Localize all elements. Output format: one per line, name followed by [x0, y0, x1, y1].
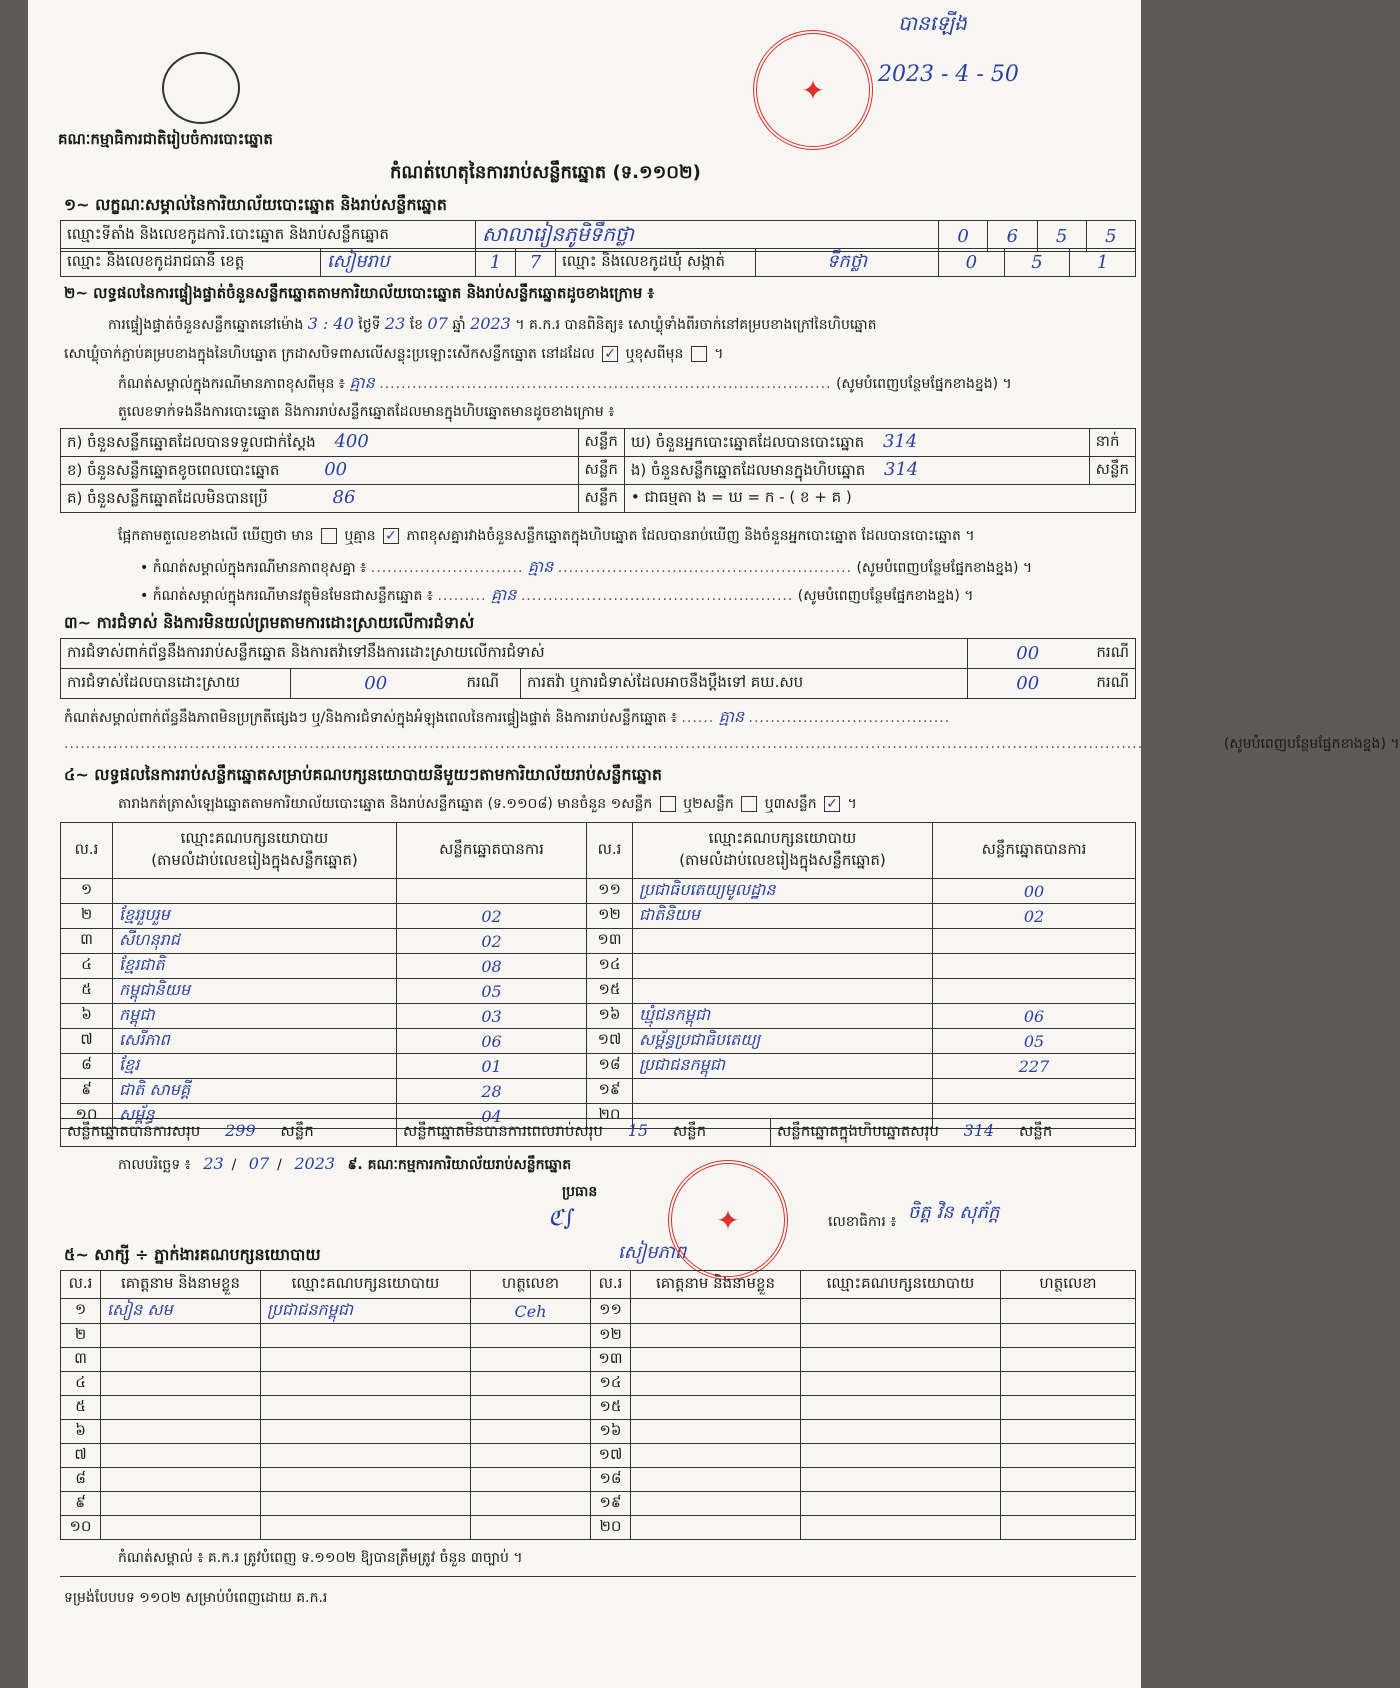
chair-signature: ℭ∫ — [548, 1206, 575, 1231]
result-no: ១៤ — [587, 954, 633, 979]
check-day: 23 — [384, 314, 406, 333]
form-title: កំណត់ហេតុនៃការរាប់សន្លឹកឆ្នោត (ទ.១១០២) — [390, 162, 701, 183]
witness-name — [101, 1492, 261, 1516]
station-name: សាលារៀនភូមិទឹកថ្លា — [476, 221, 939, 252]
result-party — [633, 954, 933, 979]
check-month: 07 — [427, 314, 448, 333]
witness-signature: Ceh — [471, 1299, 591, 1324]
irregularity-note: គ្មាន — [718, 707, 745, 726]
section2-line1: ការផ្ទៀងផ្ទាត់ចំនួនសន្លឹកឆ្នោតនៅម៉ោង 3 : 40 ថ្ងៃទី 23 ខែ 07 ឆ្នាំ 2023 ។ គ.ក.រ បានពិនិត្យ៖ សោឃ្លុំទាំងពីរចាក់នៅគម្របខាងក្រៅនៃហិបឆ្នោត — [108, 314, 877, 333]
witness-signature — [1001, 1420, 1136, 1444]
section2-diff-line: • កំណត់សម្គាល់ក្នុងករណីមានភាពខុសគ្នា ៖ ............................ គ្មាន ...................................................... (សូមបំពេញបន្ថែមផ្នែកខាងខ្នង) ។ — [140, 557, 1033, 576]
witness-row — [61, 1492, 1136, 1516]
chair-label: ប្រធាន — [562, 1184, 598, 1200]
witness-table: ល.រ គោត្តនាម និងនាមខ្លួន ឈ្មោះគណបក្សនយោបាយ ហត្ថលេខា ល.រ គោត្តនាម និងនាមខ្លួន ឈ្មោះគណបក្សនយោបាយ ហត្ថលេខា ១ សៀន សម ប្រជាជនកម្ពុជា Ceh ១១ ២ ១២ ៣ ១៣ ៤ ១៤ ៥ ១៥ ៦ ១៦ ៧ ១៧ ៨ ១៨ ៩ ១៩ ១០ ២០ — [60, 1270, 1136, 1540]
nec-emblem — [162, 52, 240, 124]
total-valid: 299 — [225, 1121, 256, 1140]
results-totals: សន្លឹកឆ្នោតបានការសរុប 299 សន្លឹក សន្លឹកឆ្នោតមិនបានការពេលរាប់សរុប 15 សន្លឹក សន្លឹកឆ្នោតក្នុងហិបឆ្នោតសរុប 314 សន្លឹក — [60, 1118, 1136, 1147]
witness-signature — [1001, 1396, 1136, 1420]
witness-signature — [1001, 1444, 1136, 1468]
result-party — [633, 979, 933, 1004]
resolved-count: 00 — [291, 669, 461, 699]
result-votes: 08 — [397, 954, 587, 979]
witness-signature — [471, 1444, 591, 1468]
commune-label: ឈ្មោះ និងលេខកូដឃុំ សង្កាត់ — [556, 249, 756, 277]
witness-name — [101, 1420, 261, 1444]
witness-party — [261, 1492, 471, 1516]
result-votes: 05 — [397, 979, 587, 1004]
witness-name — [631, 1324, 801, 1348]
difference-note: គ្មាន — [349, 373, 375, 392]
witness-name — [101, 1516, 261, 1540]
result-party: ប្រជាជនកម្ពុជា — [633, 1054, 933, 1079]
witness-party — [261, 1444, 471, 1468]
commune-name: ទឹកថ្លា — [756, 249, 939, 277]
results-row — [61, 1004, 1136, 1029]
witness-party — [261, 1396, 471, 1420]
result-no: ២ — [61, 904, 113, 929]
witness-no: ១៥ — [591, 1396, 631, 1420]
result-no: ៤ — [61, 954, 113, 979]
results-row — [61, 979, 1136, 1004]
form-note: ទម្រង់បែបបទ ១១០២ សម្រាប់បំពេញដោយ គ.ក.រ — [64, 1590, 328, 1606]
top-date: 2023 - 4 - 50 — [878, 62, 1019, 87]
station-code-3: 5 — [1037, 221, 1086, 252]
result-votes: 02 — [397, 929, 587, 954]
witness-no: ៧ — [61, 1444, 101, 1468]
results-row — [61, 879, 1136, 904]
section2-line2: សោឃ្លុំចាក់ភ្ជាប់គម្របខាងក្នុងនៃហិបឆ្នោត ក្រដាសបិទពាសលើសន្លុះប្រឡោះសើកសន្លឹកឆ្នោត នៅដដែល ✓ ឬខុសពីមុន ។ — [64, 346, 724, 362]
result-no: ១៧ — [587, 1029, 633, 1054]
result-no: ១៣ — [587, 929, 633, 954]
appeal-count: 00 — [968, 669, 1088, 699]
section5-heading: ៥~ សាក្សី ÷ ភ្នាក់ងារគណបក្សនយោបាយ — [64, 1245, 321, 1264]
witness-name — [631, 1444, 801, 1468]
tally-table: ក) ចំនួនសន្លឹកឆ្នោតដែលបានទទួលជាក់ស្តែង 400 សន្លឹក ឃ) ចំនួនអ្នកបោះឆ្នោតដែលបានបោះឆ្នោត 314 នាក់ ខ) ចំនួនសន្លឹកឆ្នោតខូចពេលបោះឆ្នោត 00 សន្លឹក ង) ចំនួនសន្លឹកឆ្នោតដែលមានក្នុងហិបឆ្នោត 314 សន្លឹក គ) ចំនួនសន្លឹកឆ្នោតដែលមិនបានប្រើ 86 សន្លឹក • ជាធម្មតា ង = ឃ = ក - ( ខ + គ ) — [60, 428, 1136, 513]
result-party: សេរីភាព — [113, 1029, 397, 1054]
result-votes: 04 — [397, 1104, 587, 1129]
witness-no: ៦ — [61, 1420, 101, 1444]
result-party — [633, 929, 933, 954]
object-value: គ្មាន — [490, 585, 517, 604]
one-sheet-checkbox[interactable] — [660, 796, 676, 812]
witness-signature — [471, 1492, 591, 1516]
results-row — [61, 1029, 1136, 1054]
results-row — [61, 1079, 1136, 1104]
witness-row — [61, 1444, 1136, 1468]
result-votes — [933, 1079, 1136, 1104]
result-votes — [933, 954, 1136, 979]
witness-signature — [471, 1396, 591, 1420]
has-difference-checkbox[interactable] — [321, 528, 337, 544]
witness-party — [261, 1420, 471, 1444]
witness-signature — [471, 1468, 591, 1492]
objections-count: 00 — [968, 639, 1088, 669]
result-no: ១០ — [61, 1104, 113, 1129]
result-party: ប្រជាធិបតេយ្យមូលដ្ឋាន — [633, 879, 933, 904]
results-table: ល.រ ឈ្មោះគណបក្សនយោបាយ (តាមលំដាប់លេខរៀងក្នុងសន្លឹកឆ្នោត) សន្លឹកឆ្នោតបានការ ល.រ ឈ្មោះគណបក្សនយោបាយ (តាមលំដាប់លេខរៀងក្នុងសន្លឹកឆ្នោត) សន្លឹកឆ្នោតបានការ ១ ១១ ប្រជាធិបតេយ្យមូលដ្ឋាន 00 ២ ខ្មែររួបរួម 02 ១២ ជាតិនិយម 02 ៣ សីហនុរាជ 02 ១៣ ៤ ខ្មែរជាតិ 08 ១៤ ៥ កម្ពុជានិយម 05 ១៥ ៦ កម្ពុជា 03 ១៦ ឃ្មុំជនកម្ពុជា 06 ៧ សេរីភាព 06 ១៧ សម្ព័ន្ធប្រជាធិបតេយ្យ 05 ៨ ខ្មែរ 01 ១៨ ប្រជាជនកម្ពុជា 227 ៩ ជាតិ សាមគ្គី 28 ១៩ ១០ សម្ព័ន្ធ 04 ២០ — [60, 822, 1136, 1129]
result-party: សីហនុរាជ — [113, 929, 397, 954]
witness-no: ១៤ — [591, 1372, 631, 1396]
province-code-2: 7 — [516, 249, 556, 277]
chair-name: សៀមភាព — [618, 1242, 687, 1263]
result-party: សម្ព័ន្ធប្រជាធិបតេយ្យ — [633, 1029, 933, 1054]
section2-heading: ២~ លទ្ធផលនៃការផ្ទៀងផ្ទាត់ចំនួនសន្លឹកឆ្នោតតាមការិយាល័យបោះឆ្នោត និងរាប់សន្លឹកឆ្នោតដូចខាងក្រោម ៖ — [64, 284, 655, 302]
witness-party — [261, 1324, 471, 1348]
result-no: ១៩ — [587, 1079, 633, 1104]
result-no: ១៦ — [587, 1004, 633, 1029]
witness-name — [101, 1324, 261, 1348]
result-votes: 05 — [933, 1029, 1136, 1054]
witness-name — [631, 1299, 801, 1324]
witness-name — [631, 1396, 801, 1420]
witness-signature — [1001, 1348, 1136, 1372]
witness-name — [631, 1420, 801, 1444]
witness-signature — [471, 1420, 591, 1444]
result-party: សម្ព័ន្ធ — [113, 1104, 397, 1129]
witness-name — [101, 1444, 261, 1468]
objection-table: ការជំទាស់ពាក់ព័ន្ធនឹងការរាប់សន្លឹកឆ្នោត និងការតវ៉ាទៅនឹងការដោះស្រាយលើការជំទាស់ 00 ករណី ការជំទាស់ដែលបានដោះស្រាយ 00 ករណី ការតវ៉ា ឬការជំទាស់ដែលអាចនឹងប្ដឹងទៅ គឃ.សប 00 ករណី — [60, 638, 1136, 699]
tally-formula: • ជាធម្មតា ង = ឃ = ក - ( ខ + គ ) — [624, 485, 1135, 513]
commune-code-2: 5 — [1004, 249, 1070, 277]
witness-row — [61, 1372, 1136, 1396]
witness-no: ៩ — [61, 1492, 101, 1516]
result-party: ជាតិ សាមគ្គី — [113, 1079, 397, 1104]
result-votes: 02 — [397, 904, 587, 929]
province-name: សៀមរាប — [321, 249, 476, 277]
top-note: បានឡើង — [898, 11, 967, 35]
result-no: ៥ — [61, 979, 113, 1004]
official-seal-top: ✦ — [753, 30, 873, 150]
results-row — [61, 929, 1136, 954]
witness-party — [261, 1372, 471, 1396]
section3-heading: ៣~ ការជំទាស់ និងការមិនយល់ព្រមតាមការដោះស្រាយលើការជំទាស់ — [64, 613, 475, 632]
date-line: កាលបរិច្ឆេទ ៖ 23 / 07 / 2023 ៩. គណៈកម្មការការិយាល័យរាប់សន្លឹកឆ្នោត — [118, 1154, 572, 1173]
date-month: 07 — [248, 1154, 270, 1173]
date-day: 23 — [203, 1154, 224, 1173]
result-votes: 06 — [933, 1004, 1136, 1029]
section2-line4: តួលេខទាក់ទងនឹងការបោះឆ្នោត និងការរាប់សន្លឹកឆ្នោតដែលមានក្នុងហិបឆ្នោតមានដូចខាងក្រោម ៖ — [118, 404, 615, 420]
witness-name — [631, 1468, 801, 1492]
witness-no: ១៦ — [591, 1420, 631, 1444]
witness-name — [631, 1348, 801, 1372]
result-party: កម្ពុជានិយម — [113, 979, 397, 1004]
result-no: ៣ — [61, 929, 113, 954]
row2-label: ឈ្មោះ និងលេខកូដរាជធានី ខេត្ត — [61, 249, 321, 277]
committee-name: គណៈកម្មាធិការជាតិរៀបចំការបោះឆ្នោត — [58, 130, 273, 148]
witness-name: សៀន សម — [101, 1299, 261, 1324]
witness-signature — [471, 1372, 591, 1396]
witness-no: ១៩ — [591, 1492, 631, 1516]
witness-row — [61, 1299, 1136, 1324]
province-code-1: 1 — [476, 249, 516, 277]
witness-party — [801, 1299, 1001, 1324]
witness-party — [261, 1468, 471, 1492]
footer-note: កំណត់សម្គាល់ ៖ គ.ក.រ ត្រូវបំពេញ ទ.១១០២ ឱ្យបានត្រឹមត្រូវ ចំនួន ៣ច្បាប់ ។ — [118, 1550, 523, 1566]
secretary-name: ចិត្ត វិន សុភ័ក្ត — [908, 1202, 1000, 1223]
witness-signature — [471, 1516, 591, 1540]
result-party: ខ្មែររួបរួម — [113, 904, 397, 929]
witness-no: ១៣ — [591, 1348, 631, 1372]
result-votes — [397, 879, 587, 904]
witness-no: ២ — [61, 1324, 101, 1348]
footer-divider — [60, 1576, 1136, 1577]
two-sheet-checkbox[interactable] — [741, 796, 757, 812]
ballots-received: 400 — [334, 430, 369, 452]
witness-no: ១០ — [61, 1516, 101, 1540]
check-time: 3 : 40 — [307, 314, 354, 333]
commune-code-1: 0 — [939, 249, 1005, 277]
witness-signature — [1001, 1468, 1136, 1492]
different-checkbox[interactable] — [691, 346, 707, 362]
witness-signature — [1001, 1299, 1136, 1324]
witness-name — [631, 1492, 801, 1516]
same-as-before-checkbox[interactable]: ✓ — [602, 346, 618, 362]
result-votes: 06 — [397, 1029, 587, 1054]
witness-signature — [1001, 1324, 1136, 1348]
result-no: ៦ — [61, 1004, 113, 1029]
total-in-box: 314 — [963, 1121, 995, 1140]
secretary-label: លេខាធិការ ៖ — [828, 1214, 897, 1230]
witness-row — [61, 1516, 1136, 1540]
witness-signature — [471, 1324, 591, 1348]
witness-no: ១ — [61, 1299, 101, 1324]
witness-signature — [1001, 1516, 1136, 1540]
witness-party — [801, 1420, 1001, 1444]
result-votes — [933, 979, 1136, 1004]
witness-no: ២០ — [591, 1516, 631, 1540]
witness-party — [801, 1444, 1001, 1468]
commune-code-3: 1 — [1070, 249, 1136, 277]
result-no: ៧ — [61, 1029, 113, 1054]
witness-row — [61, 1468, 1136, 1492]
no-difference-checkbox[interactable]: ✓ — [383, 528, 399, 544]
result-no: ១១ — [587, 879, 633, 904]
section1-heading: ១~ លក្ខណៈសម្គាល់នៃការិយាល័យបោះឆ្នោត និងរាប់សន្លឹកឆ្នោត — [64, 195, 447, 214]
witness-row — [61, 1396, 1136, 1420]
result-party: ខ្មែរជាតិ — [113, 954, 397, 979]
voters-voted: 314 — [882, 430, 918, 452]
result-no: ៨ — [61, 1054, 113, 1079]
result-party: ខ្មែរ — [113, 1054, 397, 1079]
witness-no: ១២ — [591, 1324, 631, 1348]
witness-party — [801, 1516, 1001, 1540]
result-no: ១៥ — [587, 979, 633, 1004]
row1-label: ឈ្មោះទីតាំង និងលេខកូដការិ.បោះឆ្នោត និងរាប់សន្លឹកឆ្នោត — [61, 221, 476, 252]
spoiled-ballots: 00 — [324, 458, 348, 480]
witness-row — [61, 1420, 1136, 1444]
witness-no: ១៨ — [591, 1468, 631, 1492]
total-invalid: 15 — [627, 1121, 649, 1140]
station-code-2: 6 — [988, 221, 1037, 252]
official-seal-bottom: ✦ — [668, 1160, 788, 1280]
witness-party — [801, 1324, 1001, 1348]
result-no: ២០ — [587, 1104, 633, 1129]
witness-name — [101, 1468, 261, 1492]
check-year: 2023 — [470, 314, 511, 333]
witness-party — [801, 1348, 1001, 1372]
result-no: ១៨ — [587, 1054, 633, 1079]
result-party: កម្ពុជា — [113, 1004, 397, 1029]
results-row — [61, 1054, 1136, 1079]
result-votes — [933, 929, 1136, 954]
form-page — [28, 0, 1400, 1688]
witness-row — [61, 1348, 1136, 1372]
result-party — [633, 1079, 933, 1104]
witness-name — [101, 1372, 261, 1396]
result-votes: 00 — [933, 879, 1136, 904]
section1-table-row2 — [60, 248, 1136, 277]
section3-fill-note: .................................................................................................................................................................................................................... (សូមបំពេញបន្ថែមផ្នែកខាងខ្នង) ។ — [64, 736, 1400, 752]
unused-ballots: 86 — [332, 486, 356, 508]
witness-name — [631, 1372, 801, 1396]
section2-object-line: • កំណត់សម្គាល់ក្នុងករណីមានវត្ថុមិនមែនជាសន្លឹកឆ្នោត ៖ ......... គ្មាន .................................................. (សូមបំពេញបន្ថែមផ្នែកខាងខ្នង) ។ — [140, 585, 974, 604]
witness-party — [801, 1468, 1001, 1492]
result-party: ឃ្មុំជនកម្ពុជា — [633, 1004, 933, 1029]
diff-value: គ្មាន — [527, 557, 554, 576]
witness-name — [631, 1516, 801, 1540]
witness-name — [101, 1396, 261, 1420]
witness-party — [261, 1516, 471, 1540]
station-code-1: 0 — [939, 221, 988, 252]
result-no: ១ — [61, 879, 113, 904]
witness-party — [801, 1372, 1001, 1396]
result-votes: 01 — [397, 1054, 587, 1079]
witness-signature — [1001, 1492, 1136, 1516]
section3-note: កំណត់សម្គាល់ពាក់ព័ន្ធនឹងភាពមិនប្រក្រតីផ្សេងៗ ឬ/និងការជំទាស់ក្នុងអំឡុងពេលនៃការផ្ទៀងផ្ទាត់ និងការរាប់សន្លឹកឆ្នោត ៖ ...... គ្មាន ..................................... — [64, 707, 951, 726]
station-code-4: 5 — [1086, 221, 1135, 252]
three-sheet-checkbox[interactable]: ✓ — [824, 796, 840, 812]
ballots-in-box: 314 — [884, 458, 919, 480]
section4-heading: ៤~ លទ្ធផលនៃការរាប់សន្លឹកឆ្នោតសម្រាប់គណបក្សនយោបាយនីមួយៗតាមការិយាល័យរាប់សន្លឹកឆ្នោត — [64, 765, 663, 784]
section2-line3: កំណត់សម្គាល់ក្នុងករណីមានភាពខុសពីមុន ៖ គ្មាន ................................................................................... (សូមបំពេញបន្ថែមផ្នែកខាងខ្នង) ។ — [118, 373, 1012, 392]
witness-party — [801, 1396, 1001, 1420]
result-votes: 28 — [397, 1079, 587, 1104]
witness-no: ៣ — [61, 1348, 101, 1372]
witness-no: ១១ — [591, 1299, 631, 1324]
results-row — [61, 954, 1136, 979]
witness-signature — [1001, 1372, 1136, 1396]
result-party — [113, 879, 397, 904]
result-votes: 227 — [933, 1054, 1136, 1079]
witness-party — [801, 1492, 1001, 1516]
results-row — [61, 904, 1136, 929]
witness-row — [61, 1324, 1136, 1348]
witness-no: ៥ — [61, 1396, 101, 1420]
witness-signature — [471, 1348, 591, 1372]
witness-name — [101, 1348, 261, 1372]
witness-party: ប្រជាជនកម្ពុជា — [261, 1299, 471, 1324]
witness-no: ៤ — [61, 1372, 101, 1396]
date-year: 2023 — [294, 1154, 336, 1173]
result-no: ១២ — [587, 904, 633, 929]
section4-intro: តារាងកត់ត្រាសំឡេងឆ្នោតតាមការិយាល័យបោះឆ្នោត និងរាប់សន្លឹកឆ្នោត (ទ.១១០៨) មានចំនួន ១សន្លឹក ឬ២សន្លឹក ឬ៣សន្លឹក ✓ ។ — [118, 796, 857, 812]
witness-no: ១៧ — [591, 1444, 631, 1468]
witness-party — [261, 1348, 471, 1372]
result-votes: 02 — [933, 904, 1136, 929]
result-votes: 03 — [397, 1004, 587, 1029]
result-no: ៩ — [61, 1079, 113, 1104]
result-party: ជាតិនិយម — [633, 904, 933, 929]
witness-no: ៨ — [61, 1468, 101, 1492]
section2-line5: ផ្អែកតាមតួលេខខាងលើ ឃើញថា មាន ឬគ្មាន ✓ ភាពខុសគ្នារវាងចំនួនសន្លឹកឆ្នោតក្នុងហិបឆ្នោត ដែលបានរាប់ឃើញ និងចំនួនអ្នកបោះឆ្នោត ដែលបានបោះឆ្នោត ។ — [118, 528, 975, 544]
